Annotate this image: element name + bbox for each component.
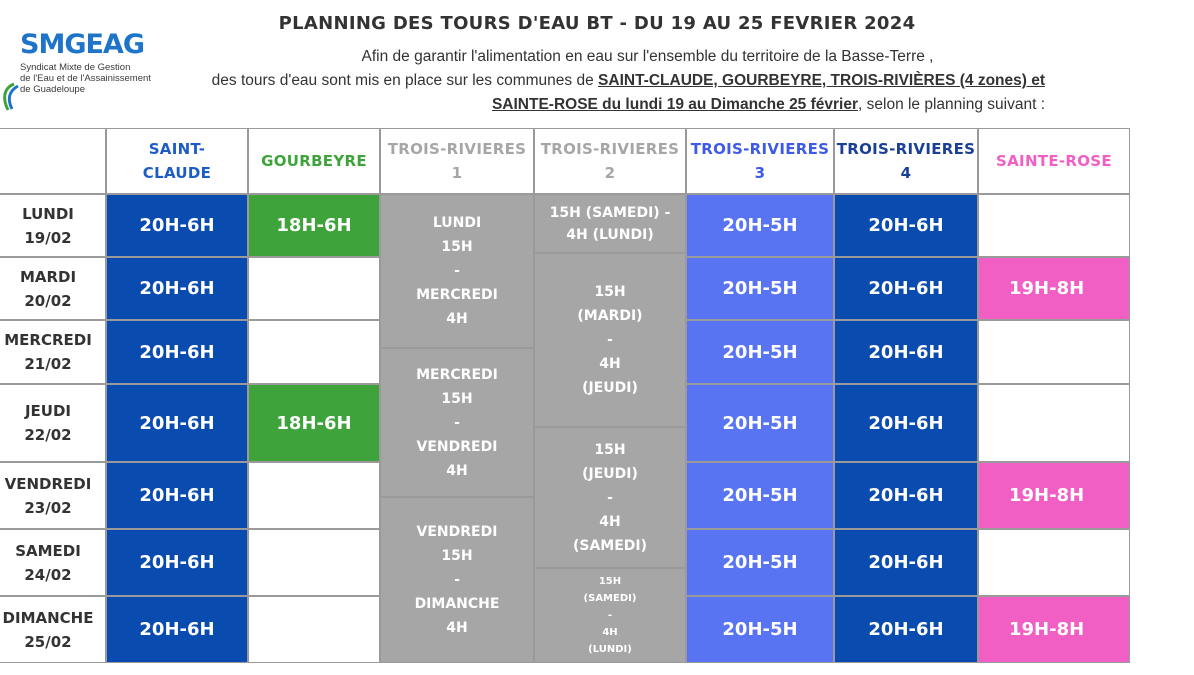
cell-line: 4H (LUNDI): [566, 226, 654, 243]
cell-line: 15H: [441, 239, 473, 255]
cell-line: 20H-6H: [868, 341, 944, 363]
cell-line: 15H: [441, 548, 473, 564]
cell-line: DIMANCHE: [2, 608, 94, 627]
cell-line: LUNDI: [22, 204, 74, 223]
trois-rivieres-4-slot-text: [868, 215, 943, 236]
column-header: [978, 128, 1130, 194]
cell-line: 18H-6H: [276, 412, 352, 434]
trois-rivieres-3-slot: [686, 194, 834, 257]
trois-rivieres-2-block: [534, 253, 686, 427]
cell-line: 20H-5H: [722, 485, 798, 506]
cell-line: -: [607, 610, 613, 621]
saint-claude-slot-text: [139, 552, 214, 573]
cell-line: MERCREDI: [416, 366, 498, 383]
cell-line: 21/02: [24, 355, 72, 373]
cell-line: DIMANCHE: [414, 596, 500, 612]
saint-claude-slot: [106, 194, 248, 257]
cell-line: JEUDI: [24, 402, 72, 420]
cell-line: TROIS-RIVIERES: [540, 140, 680, 158]
cell-line: 3: [754, 164, 766, 182]
cell-line: 20H-6H: [139, 278, 215, 299]
trois-rivieres-1-block: [380, 497, 534, 663]
trois-rivieres-4-slot-text: [868, 552, 943, 573]
cell-line: 23/02: [24, 498, 72, 517]
cell-line: 15H: [594, 284, 626, 300]
trois-rivieres-2-block-text: [573, 438, 647, 558]
gourbeyre-slot: [248, 194, 380, 257]
saint-claude-slot-text: [139, 215, 214, 236]
cell-line: 4H: [599, 356, 621, 372]
sainte-rose-slot-text: [1009, 278, 1084, 299]
cell-line: 20H-6H: [868, 215, 944, 236]
cell-line: -: [454, 572, 460, 588]
cell-line: 2: [604, 164, 616, 182]
trois-rivieres-4-slot: [834, 529, 978, 596]
saint-claude-slot: [106, 384, 248, 462]
cell-line: VENDREDI: [416, 524, 498, 540]
cell-line: TROIS-RIVIERES: [387, 140, 527, 158]
intro-line-3c: , selon le planning suivant :: [858, 96, 1045, 113]
trois-rivieres-1-block: [380, 348, 534, 497]
cell-line: 4H: [446, 620, 468, 636]
cell-line: VENDREDI: [4, 474, 92, 493]
cell-line: 4H: [599, 513, 621, 530]
cell-line: 20H-5H: [722, 412, 798, 434]
column-header-text: [261, 149, 367, 173]
intro-dates: SAINTE-ROSE du lundi 19 au Dimanche 25 février: [491, 96, 859, 113]
trois-rivieres-4-slot-text: [868, 413, 943, 434]
sainte-rose-slot: [978, 257, 1130, 320]
day-label: [0, 529, 106, 596]
day-label: [0, 596, 106, 663]
day-label-text: [22, 202, 74, 250]
logo-line: Syndicat Mixte de Gestion: [20, 62, 131, 73]
cell-line: 25/02: [24, 632, 72, 651]
trois-rivieres-3-slot: [686, 529, 834, 596]
trois-rivieres-1-block-text: [416, 363, 498, 483]
saint-claude-slot: [106, 320, 248, 384]
column-header-text: [837, 137, 976, 185]
column-header: [380, 128, 534, 194]
cell-line: 20H-5H: [722, 215, 798, 236]
trois-rivieres-3-slot: [686, 462, 834, 529]
trois-rivieres-3-slot: [686, 596, 834, 663]
column-header-text: [388, 137, 527, 185]
gourbeyre-slot-text: [276, 413, 351, 434]
trois-rivieres-1-block: [380, 194, 534, 348]
day-label-text: [20, 265, 76, 313]
cell-line: 20H-6H: [868, 552, 944, 573]
trois-rivieres-3-slot-text: [722, 215, 797, 236]
trois-rivieres-4-slot: [834, 384, 978, 462]
column-header: [834, 128, 978, 194]
cell-line: CLAUDE: [142, 164, 212, 182]
column-header: [686, 128, 834, 194]
gourbeyre-slot: [248, 384, 380, 462]
cell-line: 20H-5H: [722, 278, 798, 299]
sainte-rose-slot: [978, 320, 1130, 384]
intro-line-2a: des tours d'eau sont mis en place sur les communes de: [211, 72, 599, 89]
column-header-text: [541, 137, 680, 185]
day-label-text: [5, 472, 92, 520]
saint-claude-slot: [106, 529, 248, 596]
cell-line: 19H-8H: [1009, 485, 1085, 506]
trois-rivieres-2-block-text: [577, 280, 642, 400]
saint-claude-slot-text: [139, 278, 214, 299]
trois-rivieres-4-slot: [834, 194, 978, 257]
trois-rivieres-2-block-text: [550, 202, 671, 246]
cell-line: 20H-6H: [139, 215, 215, 236]
cell-line: 20H-6H: [868, 278, 944, 299]
trois-rivieres-4-slot-text: [868, 619, 943, 640]
gourbeyre-slot: [248, 257, 380, 320]
saint-claude-slot-text: [139, 619, 214, 640]
column-header-text: [996, 149, 1112, 173]
day-label-text: [3, 606, 94, 654]
trois-rivieres-3-slot-text: [722, 485, 797, 506]
gourbeyre-slot: [248, 320, 380, 384]
cell-line: 22/02: [24, 426, 72, 444]
column-header: [248, 128, 380, 194]
saint-claude-slot: [106, 596, 248, 663]
cell-line: (SAMEDI): [572, 537, 648, 554]
sainte-rose-slot-text: [1009, 485, 1084, 506]
trois-rivieres-4-slot: [834, 320, 978, 384]
trois-rivieres-3-slot-text: [722, 619, 797, 640]
column-header-text: [691, 137, 830, 185]
trois-rivieres-2-block: [534, 427, 686, 568]
cell-line: 20H-6H: [139, 619, 215, 640]
cell-line: (JEUDI): [582, 465, 638, 482]
trois-rivieres-1-block-text: [416, 211, 498, 331]
cell-line: (LUNDI): [588, 644, 632, 655]
cell-line: 20H-6H: [868, 619, 944, 640]
trois-rivieres-2-block: [534, 194, 686, 253]
cell-line: -: [454, 263, 460, 279]
cell-line: 18H-6H: [276, 215, 352, 236]
cell-line: MERCREDI: [4, 331, 92, 349]
day-label: [0, 384, 106, 462]
sainte-rose-slot: [978, 384, 1130, 462]
column-header-text: [143, 137, 211, 185]
cell-line: 20H-5H: [722, 619, 798, 640]
cell-line: 20H-5H: [722, 341, 798, 363]
gourbeyre-slot-text: [276, 215, 351, 236]
gourbeyre-slot: [248, 596, 380, 663]
cell-line: -: [454, 414, 460, 431]
sainte-rose-slot: [978, 462, 1130, 529]
trois-rivieres-4-slot-text: [868, 342, 943, 363]
trois-rivieres-4-slot-text: [868, 485, 943, 506]
trois-rivieres-2-block-text: [584, 573, 637, 658]
cell-line: 15H (SAMEDI) -: [549, 204, 671, 221]
trois-rivieres-2-block: [534, 568, 686, 663]
saint-claude-slot-text: [139, 485, 214, 506]
trois-rivieres-4-slot-text: [868, 278, 943, 299]
cell-line: VENDREDI: [416, 438, 498, 455]
cell-line: 20H-6H: [139, 485, 215, 506]
cell-line: 15H: [594, 441, 626, 458]
cell-line: 4H: [446, 311, 468, 327]
cell-line: 4H: [446, 462, 468, 479]
cell-line: LUNDI: [432, 215, 482, 231]
intro-line-1: Afin de garantir l'alimentation en eau sur l'ensemble du territoire de la Basse-Terre ,: [361, 48, 934, 65]
cell-line: TROIS-RIVIERES: [690, 140, 830, 158]
cell-line: 15H: [598, 576, 622, 587]
trois-rivieres-4-slot: [834, 257, 978, 320]
cell-line: (SAMEDI): [583, 593, 637, 604]
trois-rivieres-3-slot: [686, 384, 834, 462]
day-label: [0, 257, 106, 320]
cell-line: -: [607, 332, 613, 348]
cell-line: (MARDI): [577, 308, 643, 324]
column-header: [106, 128, 248, 194]
cell-line: 20H-6H: [868, 485, 944, 506]
cell-line: 20/02: [24, 291, 72, 310]
cell-line: 15H: [441, 390, 473, 407]
cell-line: SAINTE-ROSE: [996, 152, 1112, 170]
cell-line: 24/02: [24, 565, 72, 584]
day-label-text: [4, 328, 92, 376]
gourbeyre-slot: [248, 462, 380, 529]
trois-rivieres-3-slot: [686, 320, 834, 384]
sainte-rose-slot: [978, 529, 1130, 596]
header-corner: [0, 128, 106, 194]
cell-line: -: [607, 489, 613, 506]
saint-claude-slot: [106, 257, 248, 320]
logo-line: de l'Eau et de l'Assainissement: [20, 73, 151, 84]
cell-line: SAINT-: [148, 140, 206, 158]
trois-rivieres-3-slot-text: [722, 342, 797, 363]
day-label: [0, 194, 106, 257]
cell-line: 19H-8H: [1009, 619, 1085, 640]
cell-line: MARDI: [19, 267, 77, 286]
cell-line: 4: [900, 164, 912, 182]
trois-rivieres-3-slot-text: [722, 278, 797, 299]
day-label: [0, 320, 106, 384]
cell-line: 20H-6H: [868, 412, 944, 434]
saint-claude-slot: [106, 462, 248, 529]
sainte-rose-slot: [978, 194, 1130, 257]
day-label-text: [24, 399, 71, 447]
trois-rivieres-3-slot-text: [722, 413, 797, 434]
cell-line: GOURBEYRE: [261, 152, 367, 170]
page-title: PLANNING DES TOURS D'EAU BT - DU 19 AU 25 FEVRIER 2024: [278, 13, 916, 34]
cell-line: TROIS-RIVIERES: [836, 140, 976, 158]
saint-claude-slot-text: [139, 342, 214, 363]
sainte-rose-slot: [978, 596, 1130, 663]
cell-line: 19H-8H: [1009, 278, 1085, 299]
cell-line: 1: [451, 164, 463, 182]
cell-line: (JEUDI): [582, 380, 638, 396]
trois-rivieres-1-block-text: [415, 520, 500, 640]
cell-line: 4H: [602, 627, 618, 638]
cell-line: SAMEDI: [15, 541, 81, 560]
day-label-text: [15, 539, 81, 587]
gourbeyre-slot: [248, 529, 380, 596]
trois-rivieres-4-slot: [834, 462, 978, 529]
trois-rivieres-3-slot: [686, 257, 834, 320]
cell-line: 20H-6H: [139, 552, 215, 573]
logo-title: SMGEAG: [20, 29, 144, 60]
cell-line: 19/02: [24, 228, 72, 247]
trois-rivieres-4-slot: [834, 596, 978, 663]
saint-claude-slot-text: [139, 413, 214, 434]
cell-line: 20H-5H: [722, 552, 798, 573]
column-header: [534, 128, 686, 194]
intro-communes: SAINT-CLAUDE, GOURBEYRE, TROIS-RIVIÈRES (4 zones) et: [598, 72, 1045, 89]
cell-line: 20H-6H: [139, 412, 215, 434]
day-label: [0, 462, 106, 529]
sainte-rose-slot-text: [1009, 619, 1084, 640]
logo-line: de Guadeloupe: [20, 84, 85, 95]
trois-rivieres-3-slot-text: [722, 552, 797, 573]
cell-line: MERCREDI: [416, 287, 498, 303]
cell-line: 20H-6H: [139, 341, 215, 363]
